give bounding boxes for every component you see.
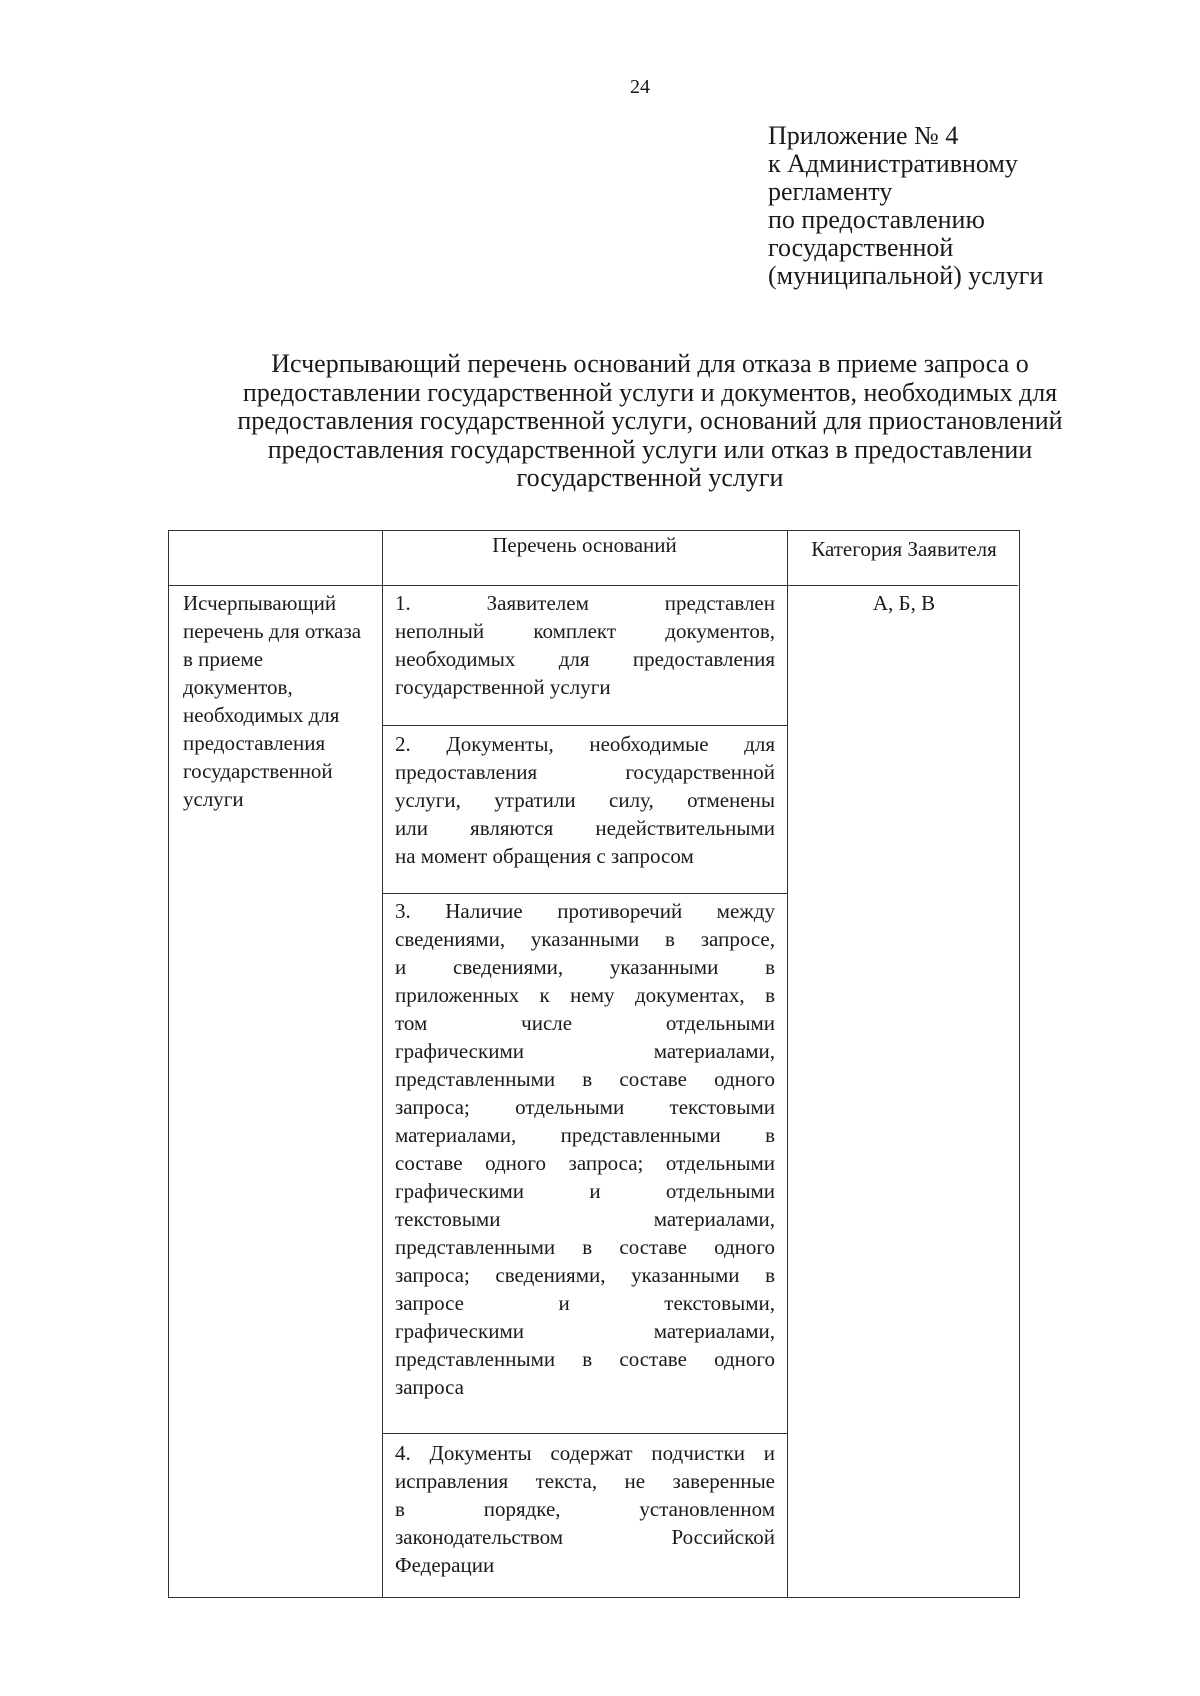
appendix-line: (муниципальной) услуги	[768, 261, 1044, 290]
reason-line: составе одного запроса; отдельными	[395, 1151, 775, 1175]
reason-line: необходимых для предоставления	[395, 647, 775, 671]
reason-line: услуги, утратили силу, отменены	[395, 788, 775, 812]
reason-line: запроса; отдельными текстовыми	[395, 1095, 775, 1119]
reason-item	[395, 589, 775, 701]
appendix-line: регламенту	[768, 177, 893, 206]
title-line: предоставления государственной услуги, оснований для приостановлений	[237, 406, 1063, 435]
reason-line: 1. Заявителем представлен	[395, 591, 775, 615]
table-divider	[382, 893, 787, 894]
reason-line: на момент обращения с запросом	[395, 844, 694, 868]
reason-line: приложенных к нему документах, в	[395, 983, 775, 1007]
appendix-block	[768, 122, 1043, 290]
reason-line: законодательством Российской	[395, 1525, 775, 1549]
grounds-table	[168, 530, 1020, 1598]
reason-line: графическими и отдельными	[395, 1179, 775, 1203]
reason-line: представленными в составе одного	[395, 1067, 775, 1091]
reason-line: запроса	[395, 1375, 464, 1399]
appendix-line: государственной	[768, 233, 954, 262]
reason-line: представленными в составе одного	[395, 1235, 775, 1259]
reason-line: или являются недействительными	[395, 816, 775, 840]
reason-line: сведениями, указанными в запросе,	[395, 927, 775, 951]
appendix-line: Приложение № 4	[768, 121, 959, 150]
table-header-category: Категория Заявителя	[811, 537, 997, 561]
reason-line: том числе отдельными	[395, 1011, 775, 1035]
reason-line: графическими материалами,	[395, 1039, 775, 1063]
reason-item	[395, 897, 775, 1401]
row-label: Исчерпывающий перечень для отказа в приеме документов, необходимых для предоставления государственной услуги	[183, 591, 362, 811]
reason-item	[395, 1439, 775, 1579]
appendix-line: по предоставлению	[768, 205, 985, 234]
category-value: А, Б, В	[872, 591, 936, 615]
table-divider	[169, 585, 1018, 586]
reason-line: 2. Документы, необходимые для	[395, 732, 775, 756]
reason-line: представленными в составе одного	[395, 1347, 775, 1371]
table-divider	[382, 1433, 787, 1434]
reason-line: графическими материалами,	[395, 1319, 775, 1343]
reason-line: исправления текста, не заверенные	[395, 1469, 775, 1493]
appendix-line: к Административному	[768, 149, 1018, 178]
title-line: Исчерпывающий перечень оснований для отказа в приеме запроса о	[271, 349, 1029, 378]
reason-line: материалами, представленными в	[395, 1123, 775, 1147]
reason-line: и сведениями, указанными в	[395, 955, 775, 979]
reason-line: текстовыми материалами,	[395, 1207, 775, 1231]
title-line: государственной услуги	[516, 463, 784, 492]
page-number: 24	[630, 76, 650, 98]
table-header-grounds: Перечень оснований	[492, 533, 677, 557]
reason-line: предоставления государственной	[395, 760, 775, 784]
reason-line: 3. Наличие противоречий между	[395, 899, 775, 923]
reason-line: Федерации	[395, 1553, 495, 1577]
reason-line: 4. Документы содержат подчистки и	[395, 1441, 775, 1465]
title-line: предоставления государственной услуги или отказ в предоставлении	[267, 434, 1033, 464]
reason-line: государственной услуги	[395, 675, 611, 699]
reason-line: в порядке, установленном	[395, 1497, 775, 1521]
table-divider	[382, 531, 383, 1597]
reason-line: запроса; сведениями, указанными в	[395, 1263, 775, 1287]
reason-line: неполный комплект документов,	[395, 619, 775, 643]
document-title	[170, 350, 1130, 493]
title-line: предоставлении государственной услуги и документов, необходимых для	[242, 377, 1058, 407]
table-divider	[382, 725, 787, 726]
table-divider	[787, 531, 788, 1597]
reason-line: запросе и текстовыми,	[395, 1291, 775, 1315]
reason-item	[395, 730, 775, 870]
